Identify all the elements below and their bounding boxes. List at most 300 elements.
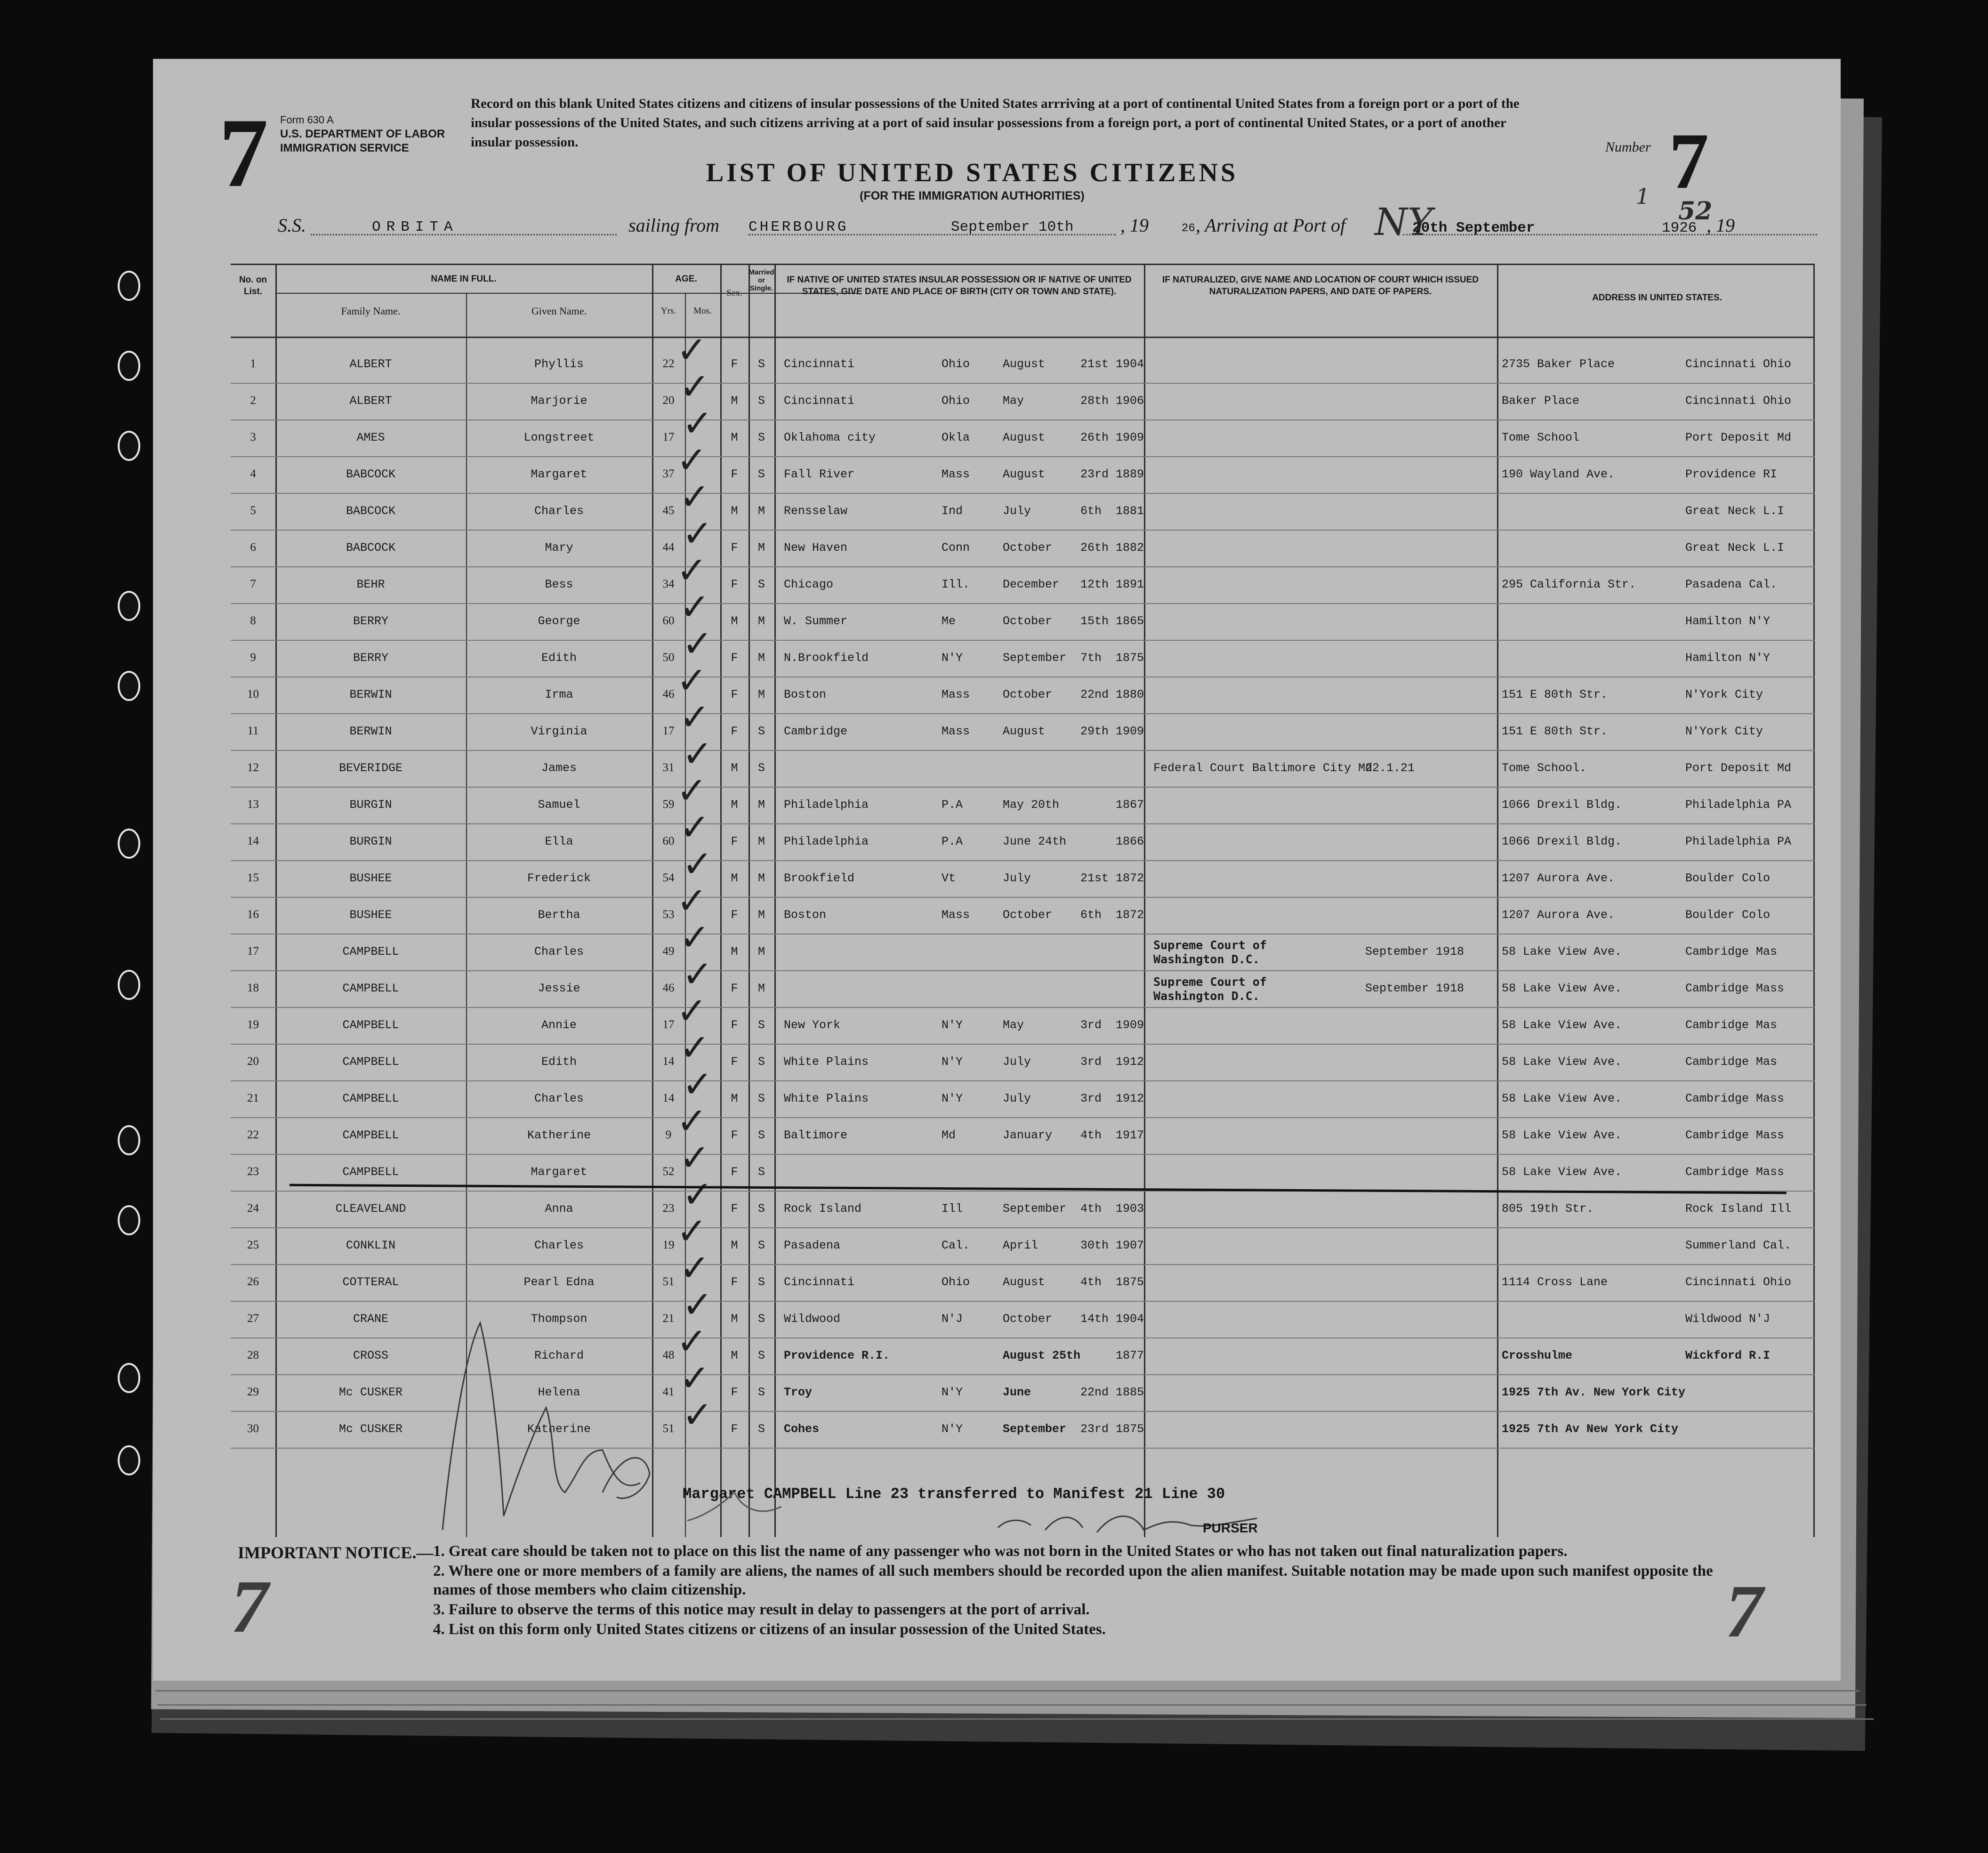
cell-sex: F [731, 1018, 738, 1032]
cell-day: 29th [1080, 725, 1109, 738]
purser-label: PURSER [1203, 1521, 1258, 1535]
cell-addr2: N'York City [1685, 725, 1763, 738]
cell-year: 1872 [1116, 908, 1144, 922]
cell-no: 15 [247, 871, 259, 884]
cell-sex: F [731, 908, 738, 922]
cell-no: 3 [250, 431, 256, 443]
table-rule [275, 293, 857, 294]
cell-family: CAMPBELL [342, 1018, 399, 1032]
cell-addr2: Great Neck L.I [1685, 541, 1785, 555]
cell-sex: F [731, 982, 738, 995]
cell-day: 6th [1080, 504, 1102, 518]
cell-given: Annie [541, 1018, 577, 1032]
row-rule [231, 603, 1815, 604]
cell-day: 26th [1080, 431, 1109, 444]
cell-state: Vt [942, 871, 956, 885]
binder-hole [118, 1125, 140, 1155]
binder-hole [118, 1205, 140, 1235]
cell-ms: S [757, 1055, 765, 1069]
cell-no: 11 [247, 725, 259, 737]
cell-addr2: Pasadena Cal. [1685, 578, 1778, 591]
cell-addr1: 151 E 80th Str. [1502, 688, 1608, 701]
cell-city: Wildwood [784, 1312, 841, 1326]
cell-month: August [1003, 467, 1046, 481]
header-address: ADDRESS IN UNITED STATES. [1592, 293, 1722, 303]
cell-addr2: Cambridge Mas [1685, 945, 1778, 959]
header-sex: Sex. [726, 288, 742, 298]
cell-month: January [1003, 1128, 1053, 1142]
cell-year: 1909 [1116, 1018, 1144, 1032]
cell-state: Cal. [942, 1239, 970, 1252]
header-naturalized: IF NATURALIZED, GIVE NAME AND LOCATION OF COURT WHICH ISSUED NATURALIZATION PAPERS, AND DATE OF PAPERS. [1162, 275, 1479, 297]
cell-month: August [1003, 357, 1046, 371]
row-rule [231, 1117, 1815, 1118]
cell-addr1: 2735 Baker Place [1502, 357, 1615, 371]
check-mark: ✓ [679, 917, 710, 959]
check-mark: ✓ [682, 1284, 713, 1326]
cell-ms: S [757, 1422, 765, 1436]
cell-addr1: 1207 Aurora Ave. [1502, 871, 1615, 885]
cell-sex: F [731, 541, 738, 555]
cell-given: Charles [534, 1092, 584, 1105]
cell-no: 22 [247, 1128, 259, 1141]
row-rule [231, 970, 1815, 971]
cell-city: New York [784, 1018, 841, 1032]
cell-ms: M [757, 835, 765, 848]
header-birth: IF NATIVE OF UNITED STATES INSULAR POSSESSION OR IF NATIVE OF UNITED STATES, GIVE DATE AND PLACE OF BIRTH (CITY OR TOWN AND STATE). [787, 275, 1132, 297]
cell-no: 27 [247, 1312, 259, 1325]
cell-addr1: 58 Lake View Ave. [1502, 1128, 1622, 1142]
row-rule [231, 897, 1815, 898]
check-mark: ✓ [682, 953, 713, 996]
cell-month: June 24th [1003, 835, 1067, 848]
check-mark: ✓ [679, 1027, 710, 1069]
cell-no: 25 [247, 1239, 259, 1251]
cell-addr1: 151 E 80th Str. [1502, 725, 1608, 738]
cell-city: Cincinnati [784, 394, 855, 408]
cell-month: October [1003, 614, 1053, 628]
cell-day: 3rd [1080, 1018, 1102, 1032]
cell-sex: M [731, 431, 738, 444]
cell-no: 14 [247, 835, 259, 847]
cell-state: N'Y [942, 651, 963, 665]
cell-ms: M [757, 651, 765, 665]
cell-addr1: Baker Place [1502, 394, 1580, 408]
cell-day: 22nd [1080, 688, 1109, 701]
cell-age: 60 [662, 614, 675, 627]
cell-sex: M [731, 1092, 738, 1105]
cell-month: June [1003, 1386, 1031, 1399]
cell-age: 50 [662, 651, 675, 664]
cell-state: N'Y [942, 1018, 963, 1032]
check-mark: ✓ [676, 439, 708, 482]
cell-addr2: Cambridge Mass [1685, 1092, 1785, 1105]
cell-addr2: Wildwood N'J [1685, 1312, 1771, 1326]
cell-given: Margaret [531, 467, 588, 481]
cell-sex: M [731, 1239, 738, 1252]
cell-day: 26th [1080, 541, 1109, 555]
cell-age: 48 [662, 1349, 675, 1362]
check-mark: ✓ [679, 366, 710, 408]
cell-state: P.A [942, 835, 963, 848]
cell-no: 7 [250, 578, 256, 590]
corner-number-left: 7 [231, 1564, 268, 1648]
cell-month: September [1003, 1202, 1067, 1216]
cell-no: 20 [247, 1055, 259, 1068]
binder-hole [118, 671, 140, 701]
cell-year: 1867 [1116, 798, 1144, 812]
row-rule [231, 493, 1815, 494]
cell-age: 17 [662, 725, 675, 737]
cell-day: 3rd [1080, 1092, 1102, 1105]
cell-given: Margaret [531, 1165, 588, 1179]
row-rule [231, 640, 1815, 641]
arriving-label: , Arriving at Port of [1196, 215, 1346, 236]
cell-age: 53 [662, 908, 675, 921]
header-family-name: Family Name. [341, 305, 401, 317]
cell-sex: M [731, 761, 738, 775]
cell-age: 20 [662, 394, 675, 407]
cell-addr1: 58 Lake View Ave. [1502, 982, 1622, 995]
number-extra: 52 [1678, 197, 1713, 226]
cell-ms: M [757, 982, 765, 995]
cell-no: 29 [247, 1386, 259, 1398]
service: IMMIGRATION SERVICE [280, 142, 409, 154]
cell-given: Edith [541, 1055, 577, 1069]
cell-family: CONKLIN [346, 1239, 396, 1252]
cell-family: ALBERT [349, 394, 392, 408]
cell-year: 1909 [1116, 725, 1144, 738]
cell-city: Rock Island [784, 1202, 862, 1216]
cell-month: August [1003, 725, 1046, 738]
cell-family: BURGIN [349, 798, 392, 812]
cell-day: 22nd [1080, 1386, 1109, 1399]
row-rule [231, 1154, 1815, 1155]
cell-family: CAMPBELL [342, 1055, 399, 1069]
check-mark: ✓ [676, 990, 708, 1032]
cell-no: 24 [247, 1202, 259, 1215]
cell-year: 1866 [1116, 835, 1144, 848]
cell-no: 10 [247, 688, 259, 701]
cell-no: 12 [247, 761, 259, 774]
cell-sex: M [731, 394, 738, 408]
binder-hole [118, 1363, 140, 1393]
cell-age: 46 [662, 688, 675, 701]
cell-state: Ind [942, 504, 963, 518]
cell-city: Cincinnati [784, 357, 855, 371]
cell-year: 1903 [1116, 1202, 1144, 1216]
cell-state: Ill. [942, 578, 970, 591]
cell-addr1: 58 Lake View Ave. [1502, 1055, 1622, 1069]
cell-family: BERRY [353, 651, 388, 665]
cell-family: Mc CUSKER [338, 1422, 403, 1436]
cell-month: October [1003, 688, 1053, 701]
cell-court [1153, 938, 1267, 967]
check-mark: ✓ [676, 880, 708, 922]
cell-month: September [1003, 1422, 1067, 1436]
cell-month: August 25th [1003, 1349, 1081, 1362]
col-divider [1497, 264, 1498, 1537]
notice-item: 3. Failure to observe the terms of this notice may result in delay to passengers at the port of arrival. [433, 1601, 1090, 1618]
cell-sex: F [731, 651, 738, 665]
cell-addr2: Cambridge Mass [1685, 1128, 1785, 1142]
cell-no: 23 [247, 1165, 259, 1178]
cell-year: 1875 [1116, 1422, 1144, 1436]
cell-year: 1885 [1116, 1386, 1144, 1399]
cell-age: 45 [662, 504, 675, 517]
cell-addr2: Philadelphia PA [1685, 835, 1792, 848]
cell-state: Mass [942, 688, 970, 701]
check-mark: ✓ [676, 1321, 708, 1363]
cell-addr1: 58 Lake View Ave. [1502, 1092, 1622, 1105]
cell-sex: M [731, 614, 738, 628]
cell-family: BERWIN [349, 688, 392, 701]
cell-sex: M [731, 1312, 738, 1326]
cell-given: Irma [545, 688, 573, 701]
cell-family: CAMPBELL [342, 1092, 399, 1105]
cell-addr1: Tome School. [1502, 761, 1587, 775]
court-location: Washington D.C. [1153, 989, 1260, 1003]
row-rule [231, 566, 1815, 567]
cell-city: New Haven [784, 541, 848, 555]
cell-age: 21 [662, 1312, 675, 1325]
check-mark: ✓ [676, 329, 708, 371]
year-label: , 19 [1120, 215, 1149, 236]
check-mark: ✓ [682, 1063, 713, 1106]
cell-age: 46 [662, 982, 675, 994]
cell-addr2: Cambridge Mas [1685, 1018, 1778, 1032]
cell-court-date: September 1918 [1365, 945, 1465, 959]
cell-addr1: 190 Wayland Ave. [1502, 467, 1615, 481]
cell-court [1153, 975, 1267, 1003]
cell-addr1: 1925 7th Av New York City [1502, 1422, 1679, 1436]
header-married: Married or Single. [749, 268, 774, 292]
binder-hole [118, 271, 140, 301]
cell-city: Philadelphia [784, 835, 869, 848]
cell-no: 17 [247, 945, 259, 958]
cell-no: 26 [247, 1275, 259, 1288]
cell-state: Mass [942, 725, 970, 738]
cell-city: Oklahoma city [784, 431, 876, 444]
cell-given: Jessie [538, 982, 580, 995]
cell-given: Charles [534, 504, 584, 518]
ship-name: ORBITA [372, 219, 459, 235]
cell-month: October [1003, 1312, 1053, 1326]
cell-no: 1 [250, 357, 256, 370]
cell-addr1: 805 19th Str. [1502, 1202, 1594, 1216]
cell-ms: M [757, 871, 765, 885]
header-no: No. on List. [239, 275, 267, 297]
cell-age: 34 [662, 578, 675, 590]
cell-addr2: Port Deposit Md [1685, 761, 1792, 775]
cell-year: 1909 [1116, 431, 1144, 444]
cell-year: 1875 [1116, 651, 1144, 665]
cell-city: Chicago [784, 578, 834, 591]
row-rule [231, 823, 1815, 824]
court-name: Supreme Court of [1153, 938, 1267, 952]
header-mos: Mos. [693, 306, 712, 316]
cell-city: Providence R.I. [784, 1349, 890, 1362]
cell-family: CAMPBELL [342, 1128, 399, 1142]
corner-number-right: 7 [1725, 1569, 1763, 1653]
sail-year: 26 [1182, 222, 1195, 235]
cell-addr1: 1925 7th Av. New York City [1502, 1386, 1686, 1399]
cell-no: 19 [247, 1018, 259, 1031]
cell-day: 14th [1080, 1312, 1109, 1326]
cell-city: Philadelphia [784, 798, 869, 812]
cell-age: 22 [662, 357, 675, 370]
cell-city: Troy [784, 1386, 813, 1399]
cell-sex: F [731, 1422, 738, 1436]
row-rule [231, 530, 1815, 531]
cell-month: December [1003, 578, 1060, 591]
cell-no: 16 [247, 908, 259, 921]
cell-year: 1872 [1116, 871, 1144, 885]
cell-year: 1906 [1116, 394, 1144, 408]
cell-month: August [1003, 1275, 1046, 1289]
cell-given: Longstreet [523, 431, 595, 444]
cell-day: 21st [1080, 871, 1109, 885]
binder-hole [118, 829, 140, 859]
sheet-number-right: 7 [1669, 117, 1709, 205]
cell-year: 1912 [1116, 1055, 1144, 1069]
cell-state: Okla [942, 431, 970, 444]
cell-given: Pearl Edna [523, 1275, 595, 1289]
cell-family: CRANE [353, 1312, 388, 1326]
cell-year: 1904 [1116, 357, 1144, 371]
cell-day: 4th [1080, 1202, 1102, 1216]
cell-given: Richard [534, 1349, 584, 1362]
check-mark: ✓ [676, 549, 708, 592]
row-rule [231, 456, 1815, 457]
cell-ms: M [757, 504, 765, 518]
cell-sex: F [731, 578, 738, 591]
cell-family: AMES [356, 431, 385, 444]
cell-addr1: 58 Lake View Ave. [1502, 1165, 1622, 1179]
cell-month: July [1003, 504, 1031, 518]
cell-city: Pasadena [784, 1239, 841, 1252]
cell-ms: M [757, 945, 765, 959]
cell-addr2: Summerland Cal. [1685, 1239, 1792, 1252]
cell-family: ALBERT [349, 357, 392, 371]
cell-month: October [1003, 908, 1053, 922]
cell-given: Bess [545, 578, 573, 591]
cell-sex: F [731, 688, 738, 701]
cell-age: 54 [662, 871, 675, 884]
cell-sex: F [731, 725, 738, 738]
cell-city: Baltimore [784, 1128, 848, 1142]
cell-no: 21 [247, 1092, 259, 1104]
cell-age: 14 [662, 1055, 675, 1068]
check-mark: ✓ [682, 1394, 713, 1436]
cell-month: August [1003, 431, 1046, 444]
cell-given: Katherine [527, 1128, 591, 1142]
cell-addr2: Rock Island Ill [1685, 1202, 1792, 1216]
cell-year: 1912 [1116, 1092, 1144, 1105]
cell-age: 31 [662, 761, 675, 774]
row-rule [231, 383, 1815, 384]
cell-age: 41 [662, 1386, 675, 1398]
cell-given: Edith [541, 651, 577, 665]
cell-family: BERRY [353, 614, 388, 628]
page-edge [158, 1704, 1867, 1706]
cell-state: Md [942, 1128, 956, 1142]
cell-state: N'Y [942, 1055, 963, 1069]
cell-ms: S [757, 357, 765, 371]
notice-item: 4. List on this form only United States citizens or citizens of an insular possession of the United States. [433, 1621, 1106, 1638]
cell-given: Mary [545, 541, 573, 555]
page-edge [160, 1718, 1874, 1720]
cell-no: 18 [247, 982, 259, 994]
sailing-label: sailing from [628, 215, 719, 236]
cell-day: 4th [1080, 1128, 1102, 1142]
cell-addr2: Great Neck L.I [1685, 504, 1785, 518]
cell-ms: S [757, 1349, 765, 1362]
header-age: AGE. [675, 274, 697, 284]
header-given-name: Given Name. [531, 305, 587, 317]
cell-addr1: 1207 Aurora Ave. [1502, 908, 1615, 922]
cell-court-date: 22.1.21 [1365, 761, 1415, 775]
row-rule [231, 787, 1815, 788]
cell-no: 6 [250, 541, 256, 554]
cell-family: COTTERAL [342, 1275, 399, 1289]
cell-ms: M [757, 798, 765, 812]
notice-item: 1. Great care should be taken not to place on this list the name of any passenger who was not born in the United States or who has not taken out final naturalization papers. [433, 1543, 1568, 1560]
cell-state: N'Y [942, 1092, 963, 1105]
cell-month: April [1003, 1239, 1038, 1252]
cell-sex: M [731, 945, 738, 959]
cell-ms: S [757, 1202, 765, 1216]
cell-day: 23rd [1080, 1422, 1109, 1436]
binder-hole [118, 351, 140, 381]
cell-given: Virginia [531, 725, 588, 738]
court-location: Washington D.C. [1153, 952, 1260, 966]
cell-city: Brookfield [784, 871, 855, 885]
cell-addr1: 58 Lake View Ave. [1502, 1018, 1622, 1032]
cell-given: Charles [534, 1239, 584, 1252]
form-number: Form 630 A [280, 114, 334, 126]
cell-sex: M [731, 504, 738, 518]
cell-addr1: Tome School [1502, 431, 1580, 444]
cell-ms: S [757, 1165, 765, 1179]
table-rule [231, 264, 1815, 265]
cell-month: July [1003, 1055, 1031, 1069]
cell-month: July [1003, 1092, 1031, 1105]
cell-month: May 20th [1003, 798, 1060, 812]
cell-family: CAMPBELL [342, 982, 399, 995]
notice-list [433, 1542, 1737, 1640]
cell-sex: F [731, 1128, 738, 1142]
cell-no: 8 [250, 614, 256, 627]
page-edge [155, 1690, 1859, 1692]
form-id-block [280, 113, 468, 155]
cell-family: BERWIN [349, 725, 392, 738]
cell-no: 4 [250, 467, 256, 480]
cell-city: Boston [784, 688, 827, 701]
header-name-in-full: NAME IN FULL. [431, 274, 497, 284]
cell-state: P.A [942, 798, 963, 812]
cell-age: 59 [662, 798, 675, 811]
row-rule [231, 1227, 1815, 1228]
row-rule [231, 1007, 1815, 1008]
row-rule [231, 419, 1815, 420]
number-label: Number [1605, 139, 1651, 155]
cell-family: BUSHEE [349, 908, 392, 922]
cell-no: 5 [250, 504, 256, 517]
cell-addr2: Cambridge Mas [1685, 1055, 1778, 1069]
cell-family: BUSHEE [349, 871, 392, 885]
cell-addr2: Providence RI [1685, 467, 1778, 481]
